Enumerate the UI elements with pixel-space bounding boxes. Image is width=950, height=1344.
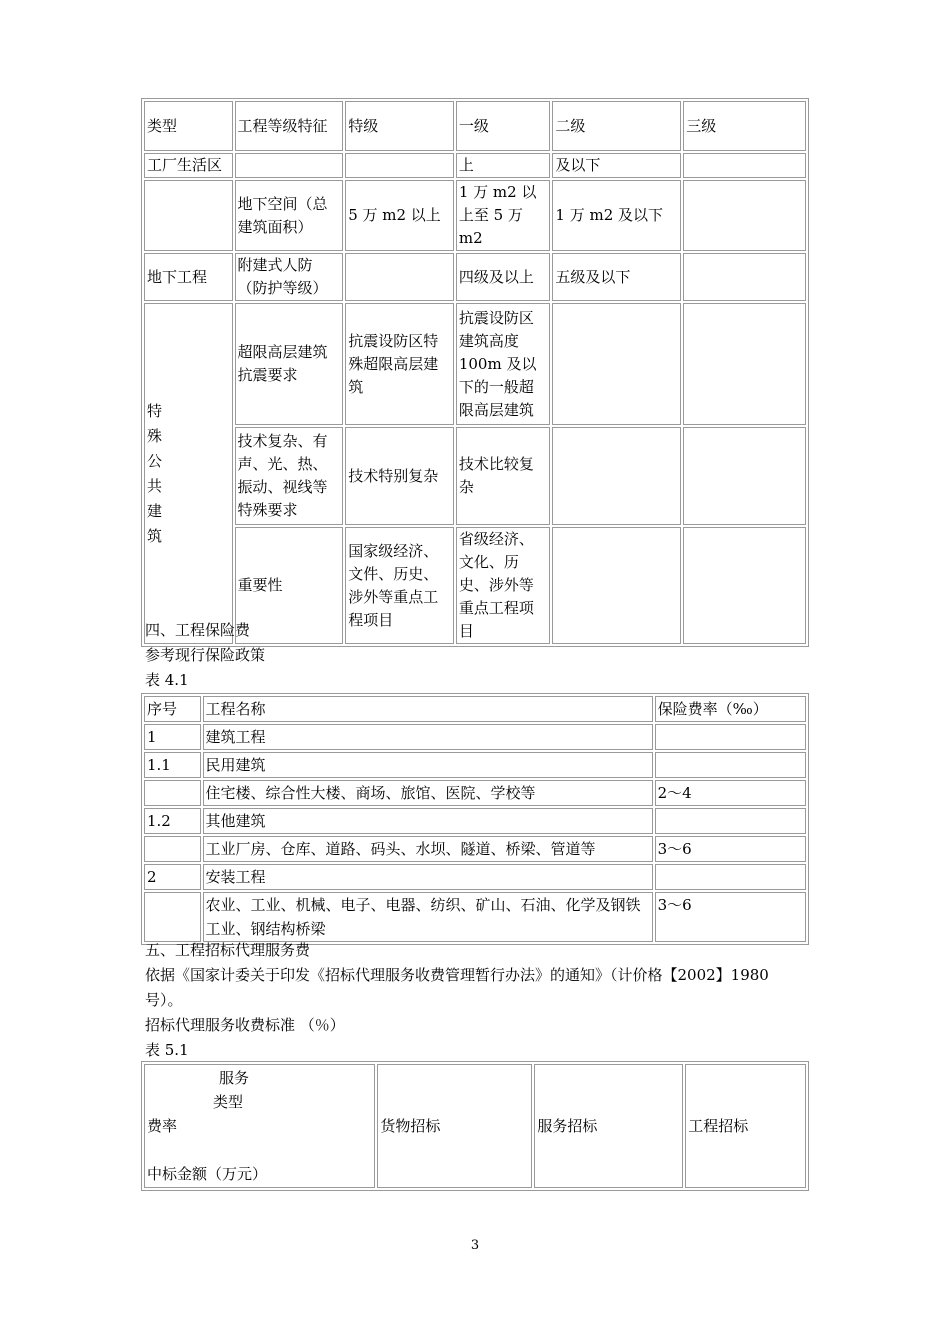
section-5-basis-line-2: 号）。: [145, 991, 183, 1009]
diagonal-header-cell: [144, 1064, 375, 1188]
cell-name: 工业厂房、仓库、道路、码头、水坝、隧道、桥梁、管道等: [203, 836, 653, 862]
table-row: [144, 427, 806, 525]
cell-second: [552, 303, 681, 425]
vertical-char: 建: [147, 501, 163, 520]
cell-rate: 3～6: [655, 836, 806, 862]
cell-special: [345, 153, 454, 178]
cell-first: 抗震设防区建筑高度100m 及以下的一般超限高层建筑: [456, 303, 551, 425]
cell-third: [683, 427, 806, 525]
header-cell: 三级: [683, 101, 806, 151]
cell-type: 工厂生活区: [144, 153, 233, 178]
section-5-standard: 招标代理服务收费标准 （％）: [145, 1016, 345, 1034]
table-row: [144, 780, 806, 806]
table-5-1-label: 表 5.1: [145, 1041, 189, 1059]
header-cell: 特级: [345, 101, 454, 151]
table-header-row: [144, 101, 806, 151]
cell-second: [552, 427, 681, 525]
cell-special: 技术特别复杂: [345, 427, 454, 525]
table-row: [144, 836, 806, 862]
cell-no: 1.2: [144, 808, 201, 834]
cell-third: [683, 253, 806, 301]
cell-feature: 超限高层建筑抗震要求: [235, 303, 344, 425]
cell-no: 2: [144, 864, 201, 890]
cell-third: [683, 303, 806, 425]
cell-third: [683, 527, 806, 644]
cell-name: 安装工程: [203, 864, 653, 890]
cell-no: [144, 780, 201, 806]
vertical-char: 殊: [147, 426, 163, 445]
vertical-char: 公: [147, 451, 163, 470]
header-type: 类型: [213, 1093, 244, 1111]
engineering-grade-table: [141, 98, 809, 647]
cell-rate: 3～6: [655, 892, 806, 942]
agency-fee-table: [141, 1061, 809, 1191]
section-5-basis-line-1: 依据《国家计委关于印发《招标代理服务收费管理暂行办法》的通知》（计价格【2002】1980: [145, 966, 769, 984]
page-number: 3: [470, 1238, 480, 1253]
table-row: [144, 303, 806, 425]
section-4-title: 四、工程保险费: [145, 621, 251, 639]
cell-name: 农业、工业、机械、电子、电器、纺织、矿山、石油、化学及钢铁工业、钢结构桥梁: [203, 892, 653, 942]
header-amount: 中标金额（万元）: [147, 1165, 268, 1183]
cell-second: 五级及以下: [552, 253, 681, 301]
cell-special: [345, 253, 454, 301]
cell-special: 抗震设防区特殊超限高层建筑: [345, 303, 454, 425]
section-4-subtitle: 参考现行保险政策: [145, 646, 266, 664]
table-header-row: [144, 1064, 806, 1188]
vertical-char: 共: [147, 476, 163, 495]
cell-feature: 地下空间（总建筑面积）: [235, 180, 344, 251]
cell-rate: 2～4: [655, 780, 806, 806]
header-service: 服务: [219, 1069, 250, 1087]
table-row: [144, 724, 806, 750]
cell-rate: [655, 808, 806, 834]
cell-rate: [655, 864, 806, 890]
table-row: [144, 808, 806, 834]
table-4-1-label: 表 4.1: [145, 671, 189, 689]
cell-no: 1: [144, 724, 201, 750]
cell-second: 1 万 m2 及以下: [552, 180, 681, 251]
header-cell: 一级: [456, 101, 551, 151]
header-cell: 保险费率（‰）: [655, 696, 806, 722]
cell-name: 其他建筑: [203, 808, 653, 834]
table-row: [144, 153, 806, 178]
cell-rate: [655, 752, 806, 778]
cell-second: 及以下: [552, 153, 681, 178]
table-row: [144, 752, 806, 778]
cell-type: [144, 180, 233, 251]
vertical-char: 特: [147, 401, 163, 420]
cell-feature: 重要性: [235, 527, 344, 644]
cell-first: 四级及以上: [456, 253, 551, 301]
section-5-title: 五、工程招标代理服务费: [145, 941, 311, 959]
insurance-rate-table: [141, 693, 809, 945]
header-services: 服务招标: [534, 1064, 683, 1188]
cell-name: 建筑工程: [203, 724, 653, 750]
header-cell: 工程等级特征: [235, 101, 344, 151]
cell-first: 技术比较复杂: [456, 427, 551, 525]
cell-no: [144, 892, 201, 942]
cell-type-special-public-building: [144, 303, 233, 644]
cell-no: [144, 836, 201, 862]
vertical-char: 筑: [147, 526, 163, 545]
table-row: [144, 253, 806, 301]
table-header-row: [144, 696, 806, 722]
cell-type: 地下工程: [144, 253, 233, 301]
header-rate: 费率: [147, 1117, 178, 1135]
table-row: [144, 892, 806, 942]
cell-third: [683, 153, 806, 178]
cell-name: 民用建筑: [203, 752, 653, 778]
cell-no: 1.1: [144, 752, 201, 778]
cell-feature: 附建式人防（防护等级）: [235, 253, 344, 301]
cell-rate: [655, 724, 806, 750]
cell-name: 住宅楼、综合性大楼、商场、旅馆、医院、学校等: [203, 780, 653, 806]
header-cell: 工程名称: [203, 696, 653, 722]
cell-first: 省级经济、文化、历史、涉外等重点工程项目: [456, 527, 551, 644]
header-cell: 二级: [552, 101, 681, 151]
cell-first: 上: [456, 153, 551, 178]
cell-third: [683, 180, 806, 251]
cell-feature: [235, 153, 344, 178]
table-row: [144, 180, 806, 251]
cell-second: [552, 527, 681, 644]
header-cell: 序号: [144, 696, 201, 722]
cell-special: 国家级经济、文件、历史、涉外等重点工程项目: [345, 527, 454, 644]
header-cell: 类型: [144, 101, 233, 151]
table-row: [144, 864, 806, 890]
cell-first: 1 万 m2 以上至 5 万 m2: [456, 180, 551, 251]
cell-feature: 技术复杂、有声、光、热、振动、视线等特殊要求: [235, 427, 344, 525]
cell-special: 5 万 m2 以上: [345, 180, 454, 251]
header-goods: 货物招标: [377, 1064, 532, 1188]
header-engineering: 工程招标: [685, 1064, 806, 1188]
